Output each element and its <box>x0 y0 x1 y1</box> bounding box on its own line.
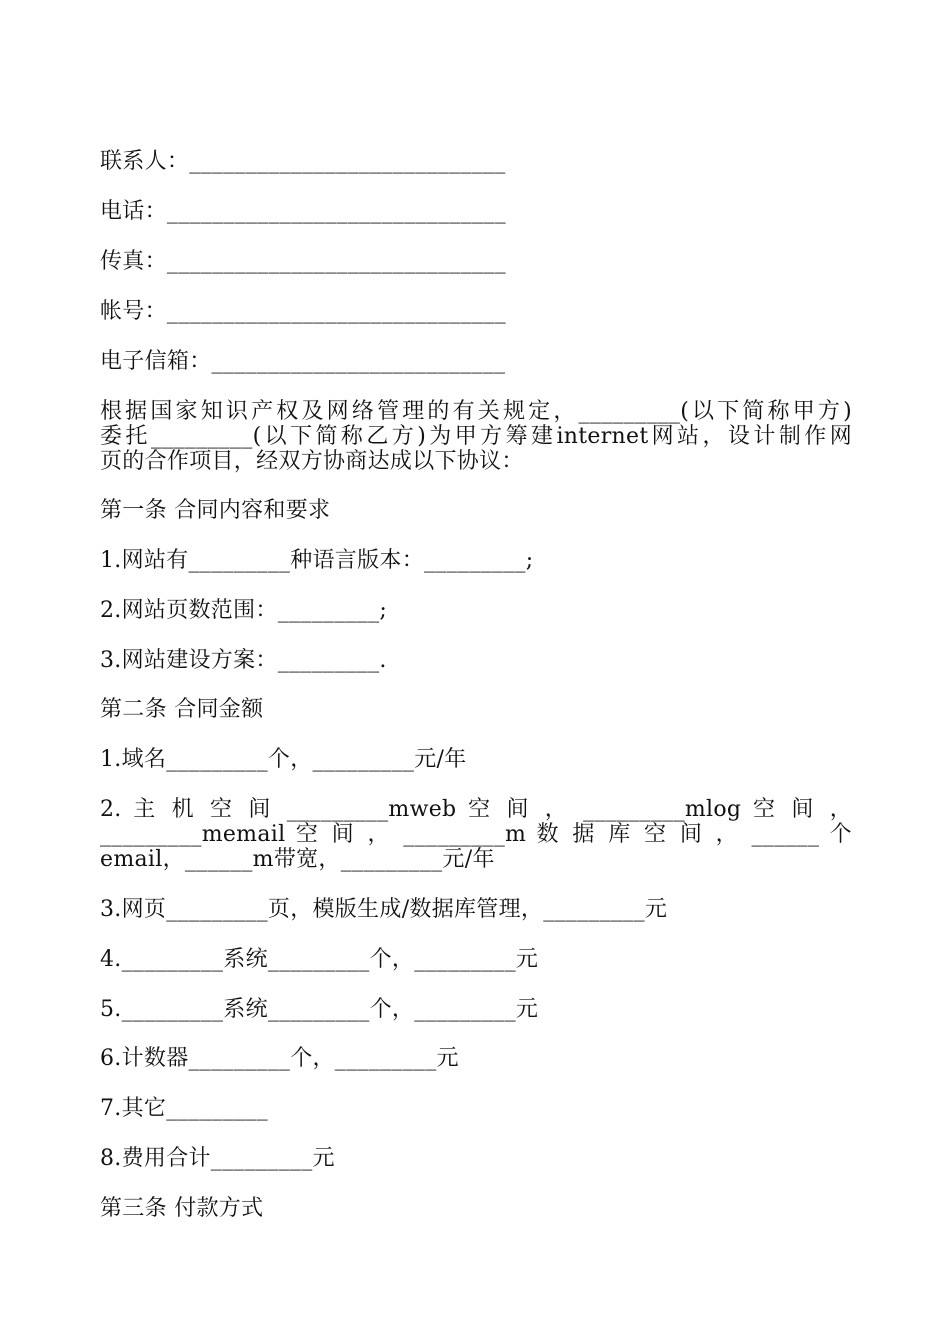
intro-line-3: 页的合作项目，经双方协商达成以下协议： <box>100 449 524 474</box>
article-1-item-3: 3.网站建设方案：_________. <box>100 648 387 673</box>
email-field: 电子信箱：__________________________ <box>100 349 506 374</box>
article-2-item-2-line-3: email，______m带宽，_________元/年 <box>100 847 495 872</box>
article-2-heading: 第二条 合同金额 <box>100 697 264 722</box>
article-2-item-2-line-2: _________memail 空 间 ， _________m 数 据 库 空 间 ， ______ 个 <box>100 822 852 847</box>
contact-person-field: 联系人：____________________________ <box>100 149 506 174</box>
intro-line-1: 根据国家知识产权及网络管理的有关规定，_________(以下简称甲方) <box>100 399 852 424</box>
article-2-item-7: 7.其它_________ <box>100 1096 268 1121</box>
article-2-item-1: 1.域名_________个，_________元/年 <box>100 747 467 772</box>
account-field: 帐号：______________________________ <box>100 299 506 324</box>
phone-field: 电话：______________________________ <box>100 199 506 224</box>
article-1-heading: 第一条 合同内容和要求 <box>100 498 331 523</box>
article-2-item-4: 4._________系统_________个，_________元 <box>100 947 539 972</box>
article-2-item-2-line-1: 2. 主 机 空 间 _________mweb 空 间 ， _________mlog 空 间 ， <box>100 797 852 822</box>
article-2-item-6: 6.计数器_________个，_________元 <box>100 1046 459 1071</box>
article-2-item-3: 3.网页_________页，模版生成/数据库管理，_________元 <box>100 897 668 922</box>
fax-field: 传真：______________________________ <box>100 249 506 274</box>
article-2-item-8: 8.费用合计_________元 <box>100 1146 335 1171</box>
article-2-item-5: 5._________系统_________个，_________元 <box>100 997 539 1022</box>
article-1-item-2: 2.网站页数范围：_________; <box>100 598 388 623</box>
intro-line-2: 委托_________(以下简称乙方)为甲方筹建internet网站，设计制作网 <box>100 424 852 449</box>
article-3-heading: 第三条 付款方式 <box>100 1196 264 1221</box>
article-1-item-1: 1.网站有_________种语言版本：_________; <box>100 548 534 573</box>
